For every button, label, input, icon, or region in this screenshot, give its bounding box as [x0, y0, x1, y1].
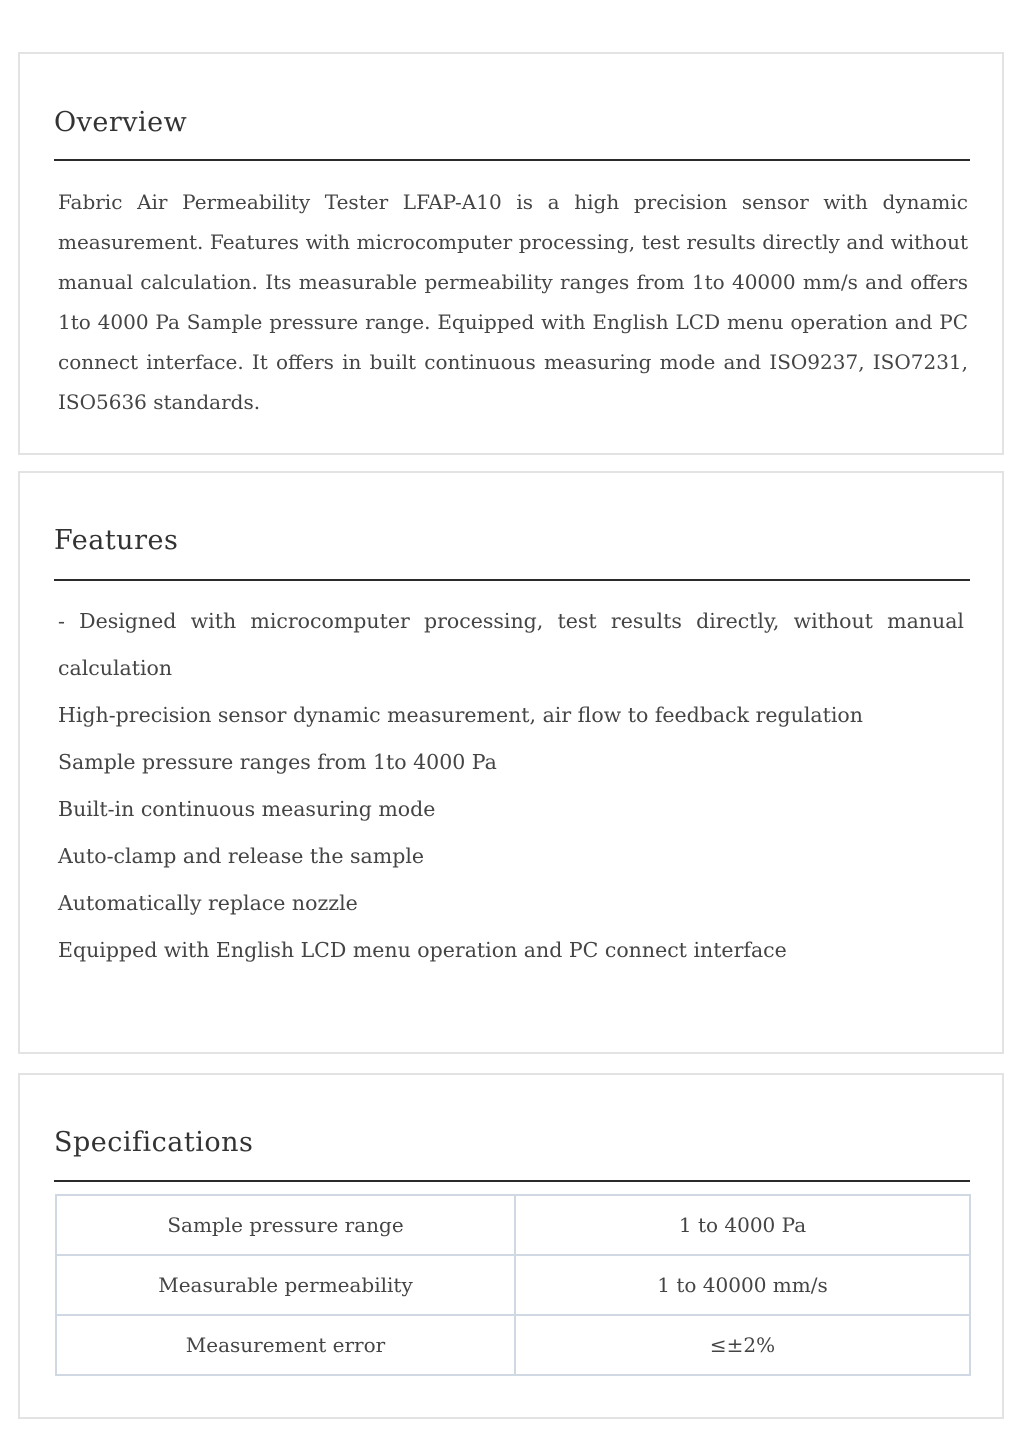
specifications-divider	[54, 1180, 970, 1182]
feature-item: Built-in continuous measuring mode	[58, 797, 436, 821]
spec-label: Sample pressure range	[56, 1195, 515, 1255]
table-row	[56, 1195, 970, 1255]
spec-label: Measurable permeability	[56, 1255, 515, 1315]
spec-value: 1 to 40000 mm/s	[515, 1255, 970, 1315]
feature-item: Equipped with English LCD menu operation and PC connect interface	[58, 938, 787, 962]
overview-divider	[54, 159, 970, 161]
overview-title: Overview	[54, 107, 188, 138]
feature-item: Sample pressure ranges from 1to 4000 Pa	[58, 750, 497, 774]
overview-section	[18, 52, 1004, 455]
specifications-table	[55, 1194, 971, 1376]
spec-value: 1 to 4000 Pa	[515, 1195, 970, 1255]
specifications-section	[18, 1073, 1004, 1419]
spec-value: ≤±2%	[515, 1315, 970, 1375]
features-section	[18, 471, 1004, 1054]
table-row	[56, 1255, 970, 1315]
features-title: Features	[54, 525, 179, 556]
features-list	[58, 598, 964, 974]
spec-label: Measurement error	[56, 1315, 515, 1375]
feature-item: - Designed with microcomputer processing, test results directly, without manual calculation	[58, 609, 964, 680]
feature-item: Auto-clamp and release the sample	[58, 844, 425, 868]
specifications-title: Specifications	[54, 1127, 254, 1158]
feature-item: High-precision sensor dynamic measurement, air flow to feedback regulation	[58, 703, 863, 727]
feature-item: Automatically replace nozzle	[58, 891, 358, 915]
overview-paragraph: Fabric Air Permeability Tester LFAP-A10 is a high precision sensor with dynamic measurement. Features with microcomputer processing, test results directly and without manual calculation. Its measurable permeability ranges from 1to 40000 mm/s and offers 1to 4000 Pa Sample pressure range. Equipped with English LCD menu operation and PC connect interface. It offers in built continuous measuring mode and ISO9237, ISO7231, ISO5636 standards.	[58, 190, 968, 414]
table-row	[56, 1315, 970, 1375]
features-divider	[54, 579, 970, 581]
